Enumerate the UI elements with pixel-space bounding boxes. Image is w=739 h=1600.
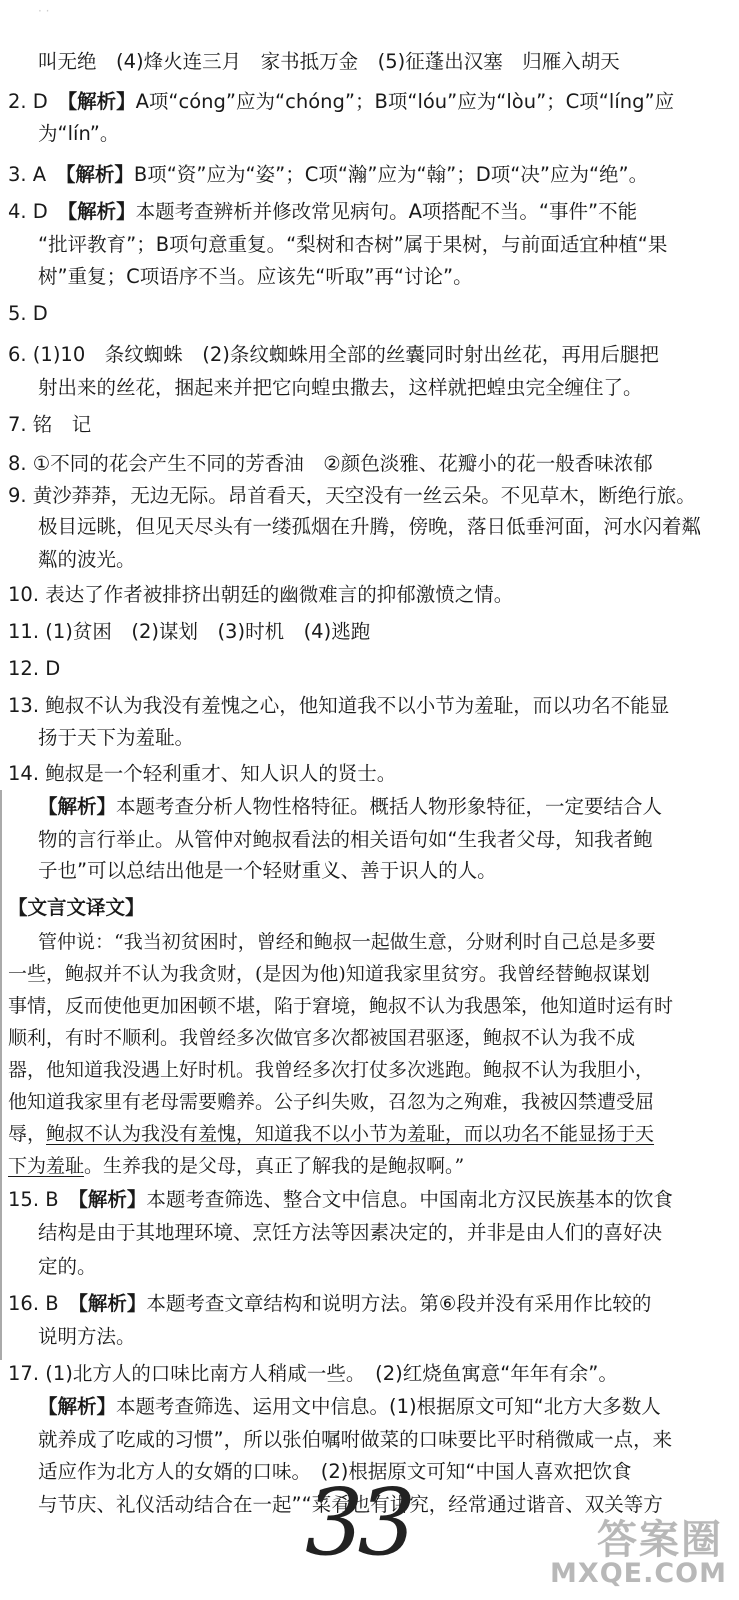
answer-13-cont [38, 726, 194, 750]
answer-4-cont1 [38, 233, 667, 257]
answer-4 [8, 200, 637, 224]
line-text: 扬于天下为羞耻。 [38, 726, 195, 749]
line-text: 辱， [8, 1123, 47, 1145]
analysis-label: 【解析】 [67, 90, 136, 113]
analysis-label: 【解析】 [67, 200, 136, 223]
line-text: 13. 鲍叔不认为我没有羞愧之心，他知道我不以小节为羞耻，而以功名不能显 [8, 694, 670, 717]
section-title-text: 【文言文译文】 [8, 896, 145, 919]
answer-14 [8, 762, 396, 786]
line-text: 就养成了吃咸的习惯”，所以张伯嘱咐做菜的口味要比平时稍微咸一点，来 [38, 1428, 673, 1451]
answer-11 [8, 620, 370, 644]
line-text: 17. (1)北方人的口味比南方人稍咸一些。 (2)红烧鱼寓意“年年有余”。 [8, 1362, 618, 1385]
watermark-logo-text: 答案圈 [597, 1517, 723, 1563]
line-text: 。生养我的是父母，真正了解我的是鲍叔啊。” [84, 1155, 465, 1177]
line-text: 与节庆、礼仪活动结合在一起”“菜肴也有讲究，经常通过谐音、双关等方 [38, 1493, 663, 1516]
translation-line-5 [8, 1058, 654, 1082]
answer-15-cont2 [38, 1255, 97, 1279]
line-text: 9. 黄沙莽莽，无边无际。昂首看天，天空没有一丝云朵。不见草木，断绝行旅。 [8, 484, 696, 507]
line-text: 极目远眺，但见天尽头有一缕孤烟在升腾，傍晚，落日低垂河面，河水闪着粼 [38, 515, 702, 538]
translation-line-6 [8, 1090, 654, 1114]
translation-line-1 [38, 930, 656, 954]
line-text: 8. ①不同的花会产生不同的芳香油 ②颜色淡雅、花瓣小的花一般香味浓郁 [8, 452, 653, 475]
line-text: 顺利，有时不顺利。我曾经多次做官多次都被国君驱逐，鲍叔不认为我不成 [8, 1027, 636, 1049]
line-text: 6. (1)10 条纹蜘蛛 (2)条纹蜘蛛用全部的丝囊同时射出丝花，再用后腿把 [8, 343, 659, 366]
line-text: 射出来的丝花，捆起来并把它向蝗虫撒去，这样就把蝗虫完全缠住了。 [38, 376, 643, 399]
answer-2 [8, 90, 674, 114]
answer-17 [8, 1362, 618, 1386]
line-text: 本题考查文章结构和说明方法。第⑥段并没有采用作比较的 [146, 1292, 652, 1315]
translation-line-2 [8, 962, 650, 986]
line-text: 他知道我家里有老母需要赡养。公子纠失败，召忽为之殉难，我被囚禁遭受屈 [8, 1091, 655, 1113]
underlined-text: 下为羞耻 [8, 1155, 85, 1177]
analysis-label: 【解析】 [78, 1188, 147, 1211]
answer-15 [8, 1188, 673, 1212]
analysis-label: 【解析】 [65, 163, 134, 186]
answer-16-cont [38, 1325, 136, 1349]
line-text: A项“cóng”应为“chóng”；B项“lóu”应为“lòu”；C项“líng”应 [135, 90, 675, 113]
answer-number: 16. B [8, 1292, 79, 1315]
line-text: 事情，反而使他更加困顿不堪，陷于窘境，鲍叔不认为我愚笨，他知道时运有时 [8, 995, 674, 1017]
answer-16 [8, 1292, 651, 1316]
answer-2-cont [38, 122, 119, 146]
answer-4-cont2 [38, 265, 473, 289]
line-text: 本题考查筛选、整合文中信息。中国南北方汉民族基本的饮食 [146, 1188, 673, 1211]
line-1 [38, 50, 620, 74]
answer-8 [8, 452, 653, 476]
answer-number: 3. A [8, 163, 66, 186]
line-text: 结构是由于其地理环境、烹饪方法等因素决定的，并非是由人们的喜好决 [38, 1221, 663, 1244]
line-text: 11. (1)贫困 (2)谋划 (3)时机 (4)逃跑 [8, 620, 371, 643]
answer-15-cont1 [38, 1221, 662, 1245]
answer-number: 15. B [8, 1188, 79, 1211]
answer-12 [8, 657, 60, 681]
handwritten-page-number: 33 [305, 1469, 411, 1576]
answer-9-cont2 [38, 548, 136, 572]
answer-number: 2. D [8, 90, 68, 113]
answer-7 [8, 413, 91, 437]
watermark-url: MXQE.COM [550, 1558, 727, 1589]
site-watermark [519, 1508, 731, 1594]
answer-14-cont1 [38, 828, 653, 852]
answer-9 [8, 484, 696, 508]
answer-17-analysis [38, 1395, 661, 1419]
answer-6-cont [38, 376, 643, 400]
translation-line-8 [8, 1154, 464, 1178]
translation-line-4 [8, 1026, 635, 1050]
line-text: 叫无绝 (4)烽火连三月 家书抵万金 (5)征蓬出汉塞 归雁入胡天 [38, 50, 620, 73]
answer-17-cont1 [38, 1428, 672, 1452]
line-text: B项“资”应为“姿”；C项“瀚”应为“翰”；D项“决”应为“绝”。 [133, 163, 649, 186]
answer-9-cont1 [38, 515, 701, 539]
answer-14-cont2 [38, 859, 497, 883]
line-text: 适应作为北方人的女婿的口味。 (2)根据原文可知“中国人喜欢把饮食 [38, 1460, 632, 1483]
line-text: 10. 表达了作者被排挤出朝廷的幽微难言的抑郁激愤之情。 [8, 583, 514, 606]
line-text: 器，他知道我没遇上好时机。我曾经多次打仗多次逃跑。鲍叔不认为我胆小， [8, 1059, 655, 1081]
answer-number: 4. D [8, 200, 68, 223]
scan-speck: · · [38, 4, 50, 18]
analysis-label: 【解析】 [38, 1395, 117, 1418]
line-text: 14. 鲍叔是一个轻利重才、知人识人的贤士。 [8, 762, 397, 785]
line-text: 7. 铭 记 [8, 413, 92, 436]
answer-14-analysis [38, 795, 662, 819]
line-text: 定的。 [38, 1255, 97, 1278]
line-text: 为“lín”。 [38, 122, 120, 145]
line-text: 管仲说：“我当初贫困时，曾经和鲍叔一起做生意，分财利时自己总是多要 [38, 931, 656, 953]
line-text: 说明方法。 [38, 1325, 136, 1348]
underlined-text: 鲍叔不认为我没有羞愧，知道我不以小节为羞耻，而以功名不能显扬于天 [46, 1123, 655, 1145]
line-text: 物的言行举止。从管仲对鲍叔看法的相关语句如“生我者父母，知我者鲍 [38, 828, 653, 851]
analysis-label: 【解析】 [78, 1292, 147, 1315]
line-text: 本题考查辨析并修改常见病句。A项搭配不当。“事件”不能 [135, 200, 638, 223]
line-text: 12. D [8, 657, 61, 680]
answer-3 [8, 163, 648, 187]
line-text: 子也”可以总结出他是一个轻财重义、善于识人的人。 [38, 859, 497, 882]
translation-line-3 [8, 994, 673, 1018]
line-text: “批评教育”；B项句意重复。“梨树和杏树”属于果树，与前面适宜种植“果 [38, 233, 668, 256]
answer-6 [8, 343, 659, 367]
translation-line-7 [8, 1122, 654, 1146]
answer-5 [8, 302, 48, 326]
line-text: 本题考查分析人物性格特征。概括人物形象特征，一定要结合人 [116, 795, 663, 818]
translation-section-title [8, 896, 145, 920]
line-text: 树”重复；C项语序不当。应该先“听取”再“讨论”。 [38, 265, 473, 288]
line-text: 粼的波光。 [38, 548, 136, 571]
answer-10 [8, 583, 513, 607]
line-text: 一些，鲍叔并不认为我贪财，(是因为他)知道我家里贫穷。我曾经替鲍叔谋划 [8, 963, 650, 985]
scan-binding-edge [0, 790, 24, 1360]
line-text: 5. D [8, 302, 48, 325]
answer-13 [8, 694, 669, 718]
line-text: 本题考查筛选、运用文中信息。(1)根据原文可知“北方大多数人 [116, 1395, 661, 1418]
analysis-label: 【解析】 [38, 795, 117, 818]
